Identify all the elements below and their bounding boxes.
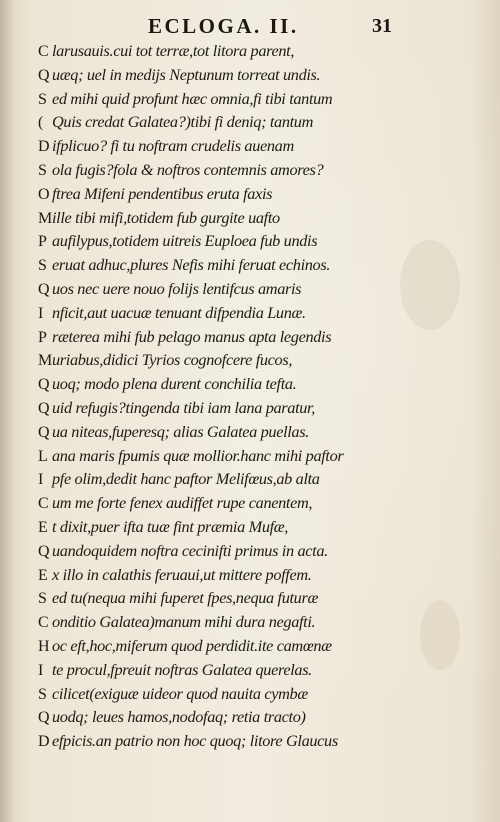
verse-line [38, 396, 478, 420]
verse-line [38, 277, 478, 301]
verse-line [38, 206, 478, 230]
verse-text: ed mihi quid profunt hæc omnia,fi tibi tantum [52, 88, 333, 108]
verse-text: uriabus,didici Tyrios cognofcere fucos, [52, 350, 293, 370]
verse-line [38, 420, 478, 444]
verse-text: aufilypus,totidem uitreis Euploea fub undis [52, 231, 318, 251]
verse-initial: C [38, 43, 49, 60]
verse-initial: Q [38, 423, 50, 441]
verse-initial: ( [38, 114, 43, 132]
verse-text: x illo in calathis feruaui,ut mittere poffem. [52, 564, 312, 584]
verse-text: ille tibi mifi,totidem fub gurgite uafto [52, 207, 280, 227]
verse-text: Quis credat Galatea?)tibi fi deniq; tantum [52, 112, 313, 132]
verse-line [38, 634, 478, 658]
verse-text: nficit,aut uacuæ tenuant difpendia Lunæ. [52, 302, 306, 322]
verse-initial: Q [38, 399, 50, 417]
verse-text: eruat adhuc,plures Nefis mihi feruat echinos. [52, 255, 331, 275]
verse-line [38, 301, 478, 325]
verse-line [38, 63, 478, 87]
verse-line [38, 372, 478, 396]
verse-line [38, 325, 478, 349]
verse-text: cilicet(exiguæ uideor quod nauita cymbæ [52, 683, 308, 703]
verse-text: ed tu(nequa mihi fuperet fpes,nequa futuræ [52, 588, 318, 608]
verse-initial: S [38, 161, 47, 179]
verse-line [38, 158, 478, 182]
verse-text: uos nec uere nouo folijs lentifcus amaris [52, 278, 302, 298]
verse-line [38, 515, 478, 539]
verse-block [38, 39, 478, 753]
verse-initial: C [38, 495, 49, 513]
verse-text: ola fugis?fola & noftros contemnis amores? [52, 159, 324, 179]
verse-initial: C [38, 614, 49, 632]
verse-initial: P [38, 328, 47, 346]
verse-text: efpicis.an patrio non hoc quoq; litore Glaucus [52, 731, 338, 751]
verse-text: uid refugis?tingenda tibi iam lana paratur, [52, 397, 315, 417]
verse-initial: O [38, 185, 50, 203]
verse-initial: I [38, 661, 43, 679]
verse-line [38, 563, 478, 587]
verse-text: ræterea mihi fub pelago manus apta legendis [52, 326, 332, 346]
verse-text: uæq; uel in medijs Neptunum torreat undis. [52, 64, 321, 84]
verse-line [38, 491, 478, 515]
verse-text: uoq; modo plena durent conchilia tefta. [52, 374, 297, 394]
running-title: ECLOGA. II. [148, 14, 299, 38]
page-number: 31 [372, 15, 392, 37]
verse-line [38, 444, 478, 468]
verse-line [38, 658, 478, 682]
verse-initial: E [38, 518, 48, 536]
page-header [0, 14, 500, 40]
verse-initial: Q [38, 66, 50, 84]
verse-text: larusauis.cui tot terræ,tot litora parent, [52, 41, 295, 60]
verse-initial: D [38, 733, 50, 751]
verse-text: ua niteas,fuperesq; alias Galatea puellas. [52, 421, 309, 441]
verse-line [38, 539, 478, 563]
verse-line [38, 229, 478, 253]
verse-initial: H [38, 637, 50, 655]
verse-line [38, 87, 478, 111]
verse-text: um me forte fenex audiffet rupe canentem, [52, 493, 313, 513]
verse-line [38, 39, 478, 63]
verse-text: pfe olim,dedit hanc paftor Melifœus,ab alta [52, 469, 320, 489]
verse-line [38, 729, 478, 753]
verse-initial: E [38, 566, 48, 584]
verse-line [38, 253, 478, 277]
verse-line [38, 586, 478, 610]
verse-initial: Q [38, 376, 50, 394]
verse-line [38, 348, 478, 372]
verse-initial: D [38, 138, 50, 156]
verse-text: ifplicuo? fi tu noftram crudelis auenam [52, 136, 294, 156]
verse-initial: S [38, 685, 47, 703]
verse-initial: S [38, 90, 47, 108]
verse-line [38, 682, 478, 706]
verse-line [38, 705, 478, 729]
verse-text: uodq; leues hamos,nodofaq; retia tracto) [52, 707, 306, 727]
verse-line [38, 110, 478, 134]
verse-line [38, 610, 478, 634]
verse-initial: I [38, 471, 43, 489]
verse-initial: Q [38, 709, 50, 727]
verse-text: oc eft,hoc,miferum quod perdidit.ite camœnæ [52, 635, 332, 655]
verse-line [38, 182, 478, 206]
verse-initial: I [38, 304, 43, 322]
verse-line [38, 134, 478, 158]
verse-initial: S [38, 590, 47, 608]
verse-text: te procul,fpreuit noftras Galatea querelas. [52, 659, 312, 679]
verse-initial: S [38, 257, 47, 275]
verse-text: onditio Galatea)manum mihi dura negafti. [52, 612, 316, 632]
verse-line [38, 467, 478, 491]
verse-initial: P [38, 233, 47, 251]
verse-initial: Q [38, 542, 50, 560]
gutter-shadow [0, 0, 14, 822]
verse-initial: M [38, 209, 52, 227]
verse-initial: M [38, 352, 52, 370]
verse-initial: L [38, 447, 48, 465]
verse-initial: Q [38, 280, 50, 298]
verse-text: uandoquidem noftra cecinifti primus in acta. [52, 540, 328, 560]
verse-text: t dixit,puer ifta tuæ fint præmia Mufæ, [52, 516, 289, 536]
verse-text: ana maris fpumis quæ mollior.hanc mihi paftor [52, 445, 344, 465]
verse-text: ftrea Mifeni pendentibus eruta faxis [52, 183, 273, 203]
